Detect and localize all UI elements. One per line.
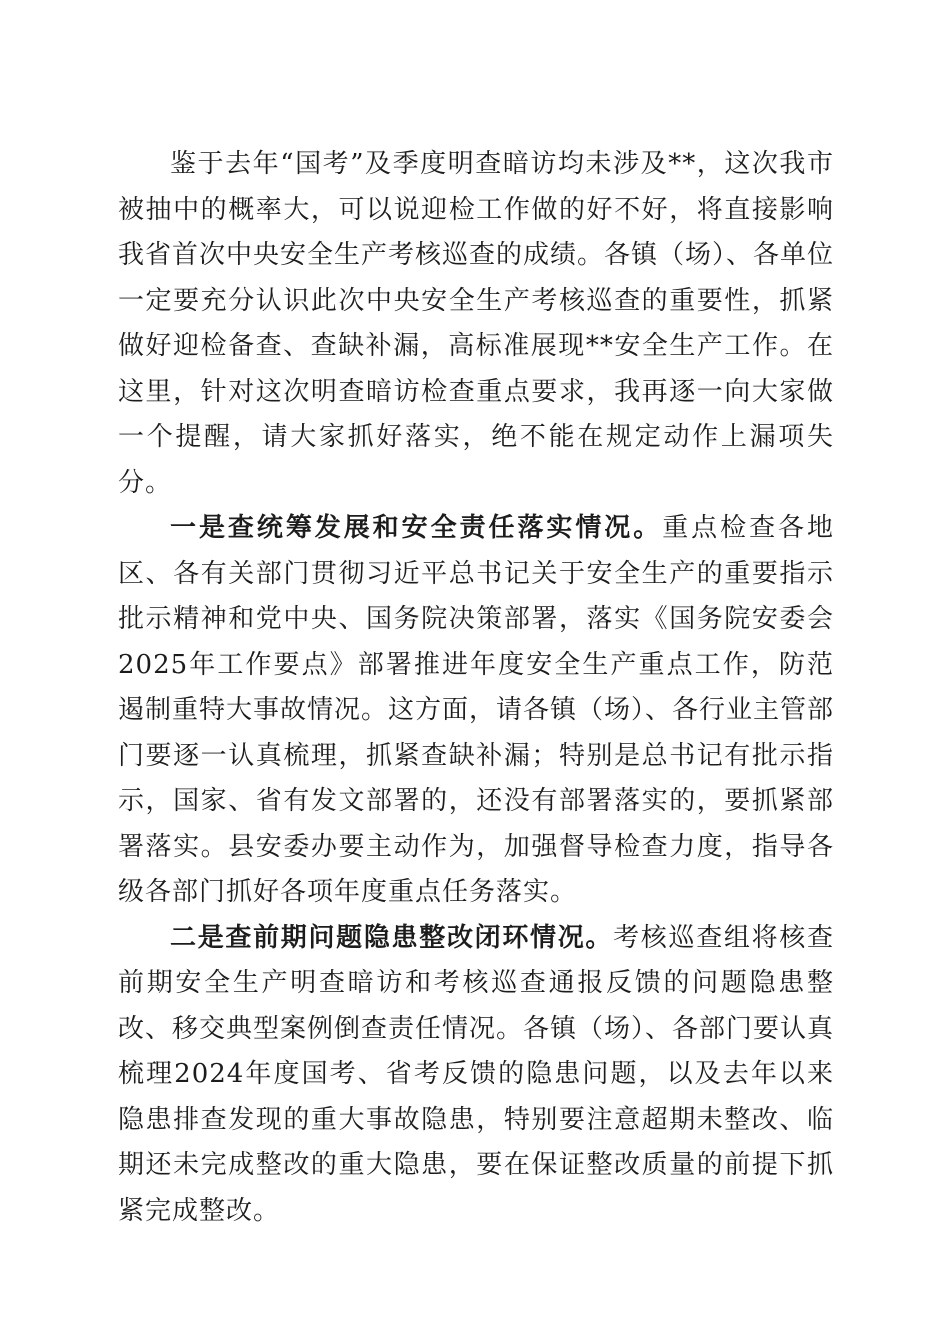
paragraph-point-two — [118, 916, 834, 1235]
paragraph-text: 考核巡查组将核查前期安全生产明查暗访和考核巡查通报反馈的问题隐患整改、移交典型案例倒查责任情况。各镇（场）、各部门要认真梳理2024年度国考、省考反馈的隐患问题，以及去年以来隐患排查发现的重大事故隐患，特别要注意超期未整改、临期还未完成整改的重大隐患，要在保证整改质量的前提下抓紧完成整改。 — [118, 922, 835, 1226]
document-body — [118, 142, 834, 1234]
paragraph-text: 鉴于去年“国考”及季度明查暗访均未涉及**，这次我市被抽中的概率大，可以说迎检工作做的好不好，将直接影响我省首次中央安全生产考核巡查的成绩。各镇（场）、各单位一定要充分认识此次中央安全生产考核巡查的重要性，抓紧做好迎检备查、查缺补漏，高标准展现**安全生产工作。在这里，针对这次明查暗访检查重点要求，我再逐一向大家做一个提醒，请大家抓好落实，绝不能在规定动作上漏项失分。 — [118, 149, 835, 498]
paragraph-lead: 二是查前期问题隐患整改闭环情况。 — [170, 922, 614, 953]
paragraph-text: 重点检查各地区、各有关部门贯彻习近平总书记关于安全生产的重要指示批示精神和党中央、国务院决策部署，落实《国务院安委会2025年工作要点》部署推进年度安全生产重点工作，防范遏制重特大事故情况。这方面，请各镇（场）、各行业主管部门要逐一认真梳理，抓紧查缺补漏；特别是总书记有批示指示，国家、省有发文部署的，还没有部署落实的，要抓紧部署落实。县安委办要主动作为，加强督导检查力度，指导各级各部门抓好各项年度重点任务落实。 — [118, 513, 835, 907]
paragraph-intro — [118, 142, 834, 506]
paragraph-lead: 一是查统筹发展和安全责任落实情况。 — [170, 513, 663, 543]
paragraph-point-one — [118, 506, 834, 916]
